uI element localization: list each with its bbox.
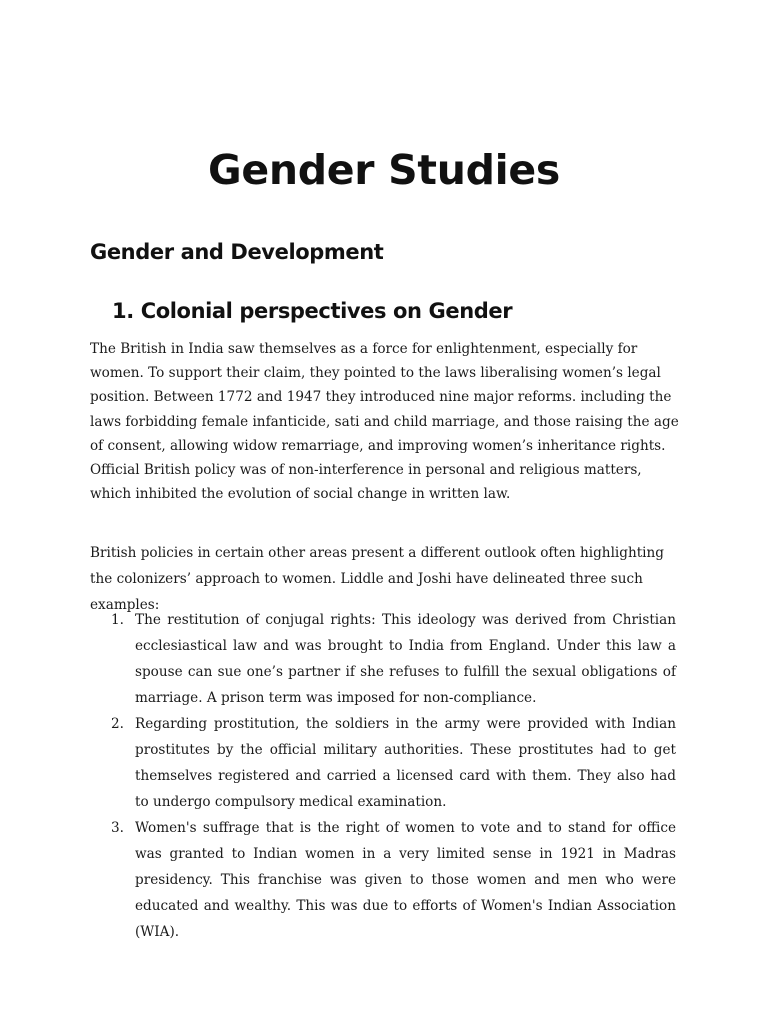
- list-item: [90, 815, 676, 945]
- list-item-number: 1.: [111, 612, 124, 628]
- list-item: [90, 711, 676, 815]
- subsection-heading: 1. Colonial perspectives on Gender: [112, 299, 513, 323]
- paragraph-policies: British policies in certain other areas present a different outlook often highlighting the colonizers’ approach to women. Liddle and Joshi have delineated three such examples:: [90, 545, 664, 613]
- paragraph-intro: The British in India saw themselves as a force for enlightenment, especially for women. To support their claim, they pointed to the laws liberalising women’s legal position. Between 1772 and 1947 they introduced nine major reforms. including the laws forbidding female infanticide, sati and child marriage, and those raising the age of consent, allowing widow remarriage, and improving women’s inheritance rights. Official British policy was of non-interference in personal and religious matters, which inhibited the evolution of social change in written law.: [90, 341, 679, 503]
- document-title: Gender Studies: [207, 146, 561, 194]
- list-item-text: Regarding prostitution, the soldiers in the army were provided with Indian prostitutes by the official military authorities. These prostitutes had to get themselves registered and carried a licensed card with them. They also had to undergo compulsory medical examination.: [135, 716, 676, 810]
- list-item-number: 2.: [111, 716, 124, 732]
- section-heading: Gender and Development: [90, 240, 384, 264]
- list-item-number: 3.: [111, 820, 124, 836]
- list-item: [90, 607, 676, 711]
- list-item-text: The restitution of conjugal rights: This ideology was derived from Christian ecclesiastical law and was brought to India from England. Under this law a spouse can sue one’s partner if she refuses to fulfill the sexual obligations of marriage. A prison term was imposed for non-compliance.: [135, 612, 676, 706]
- examples-list: [90, 607, 676, 945]
- list-item-text: Women's suffrage that is the right of women to vote and to stand for office was granted to Indian women in a very limited sense in 1921 in Madras presidency. This franchise was given to those women and men who were educated and wealthy. This was due to efforts of Women's Indian Association (WIA).: [135, 820, 676, 940]
